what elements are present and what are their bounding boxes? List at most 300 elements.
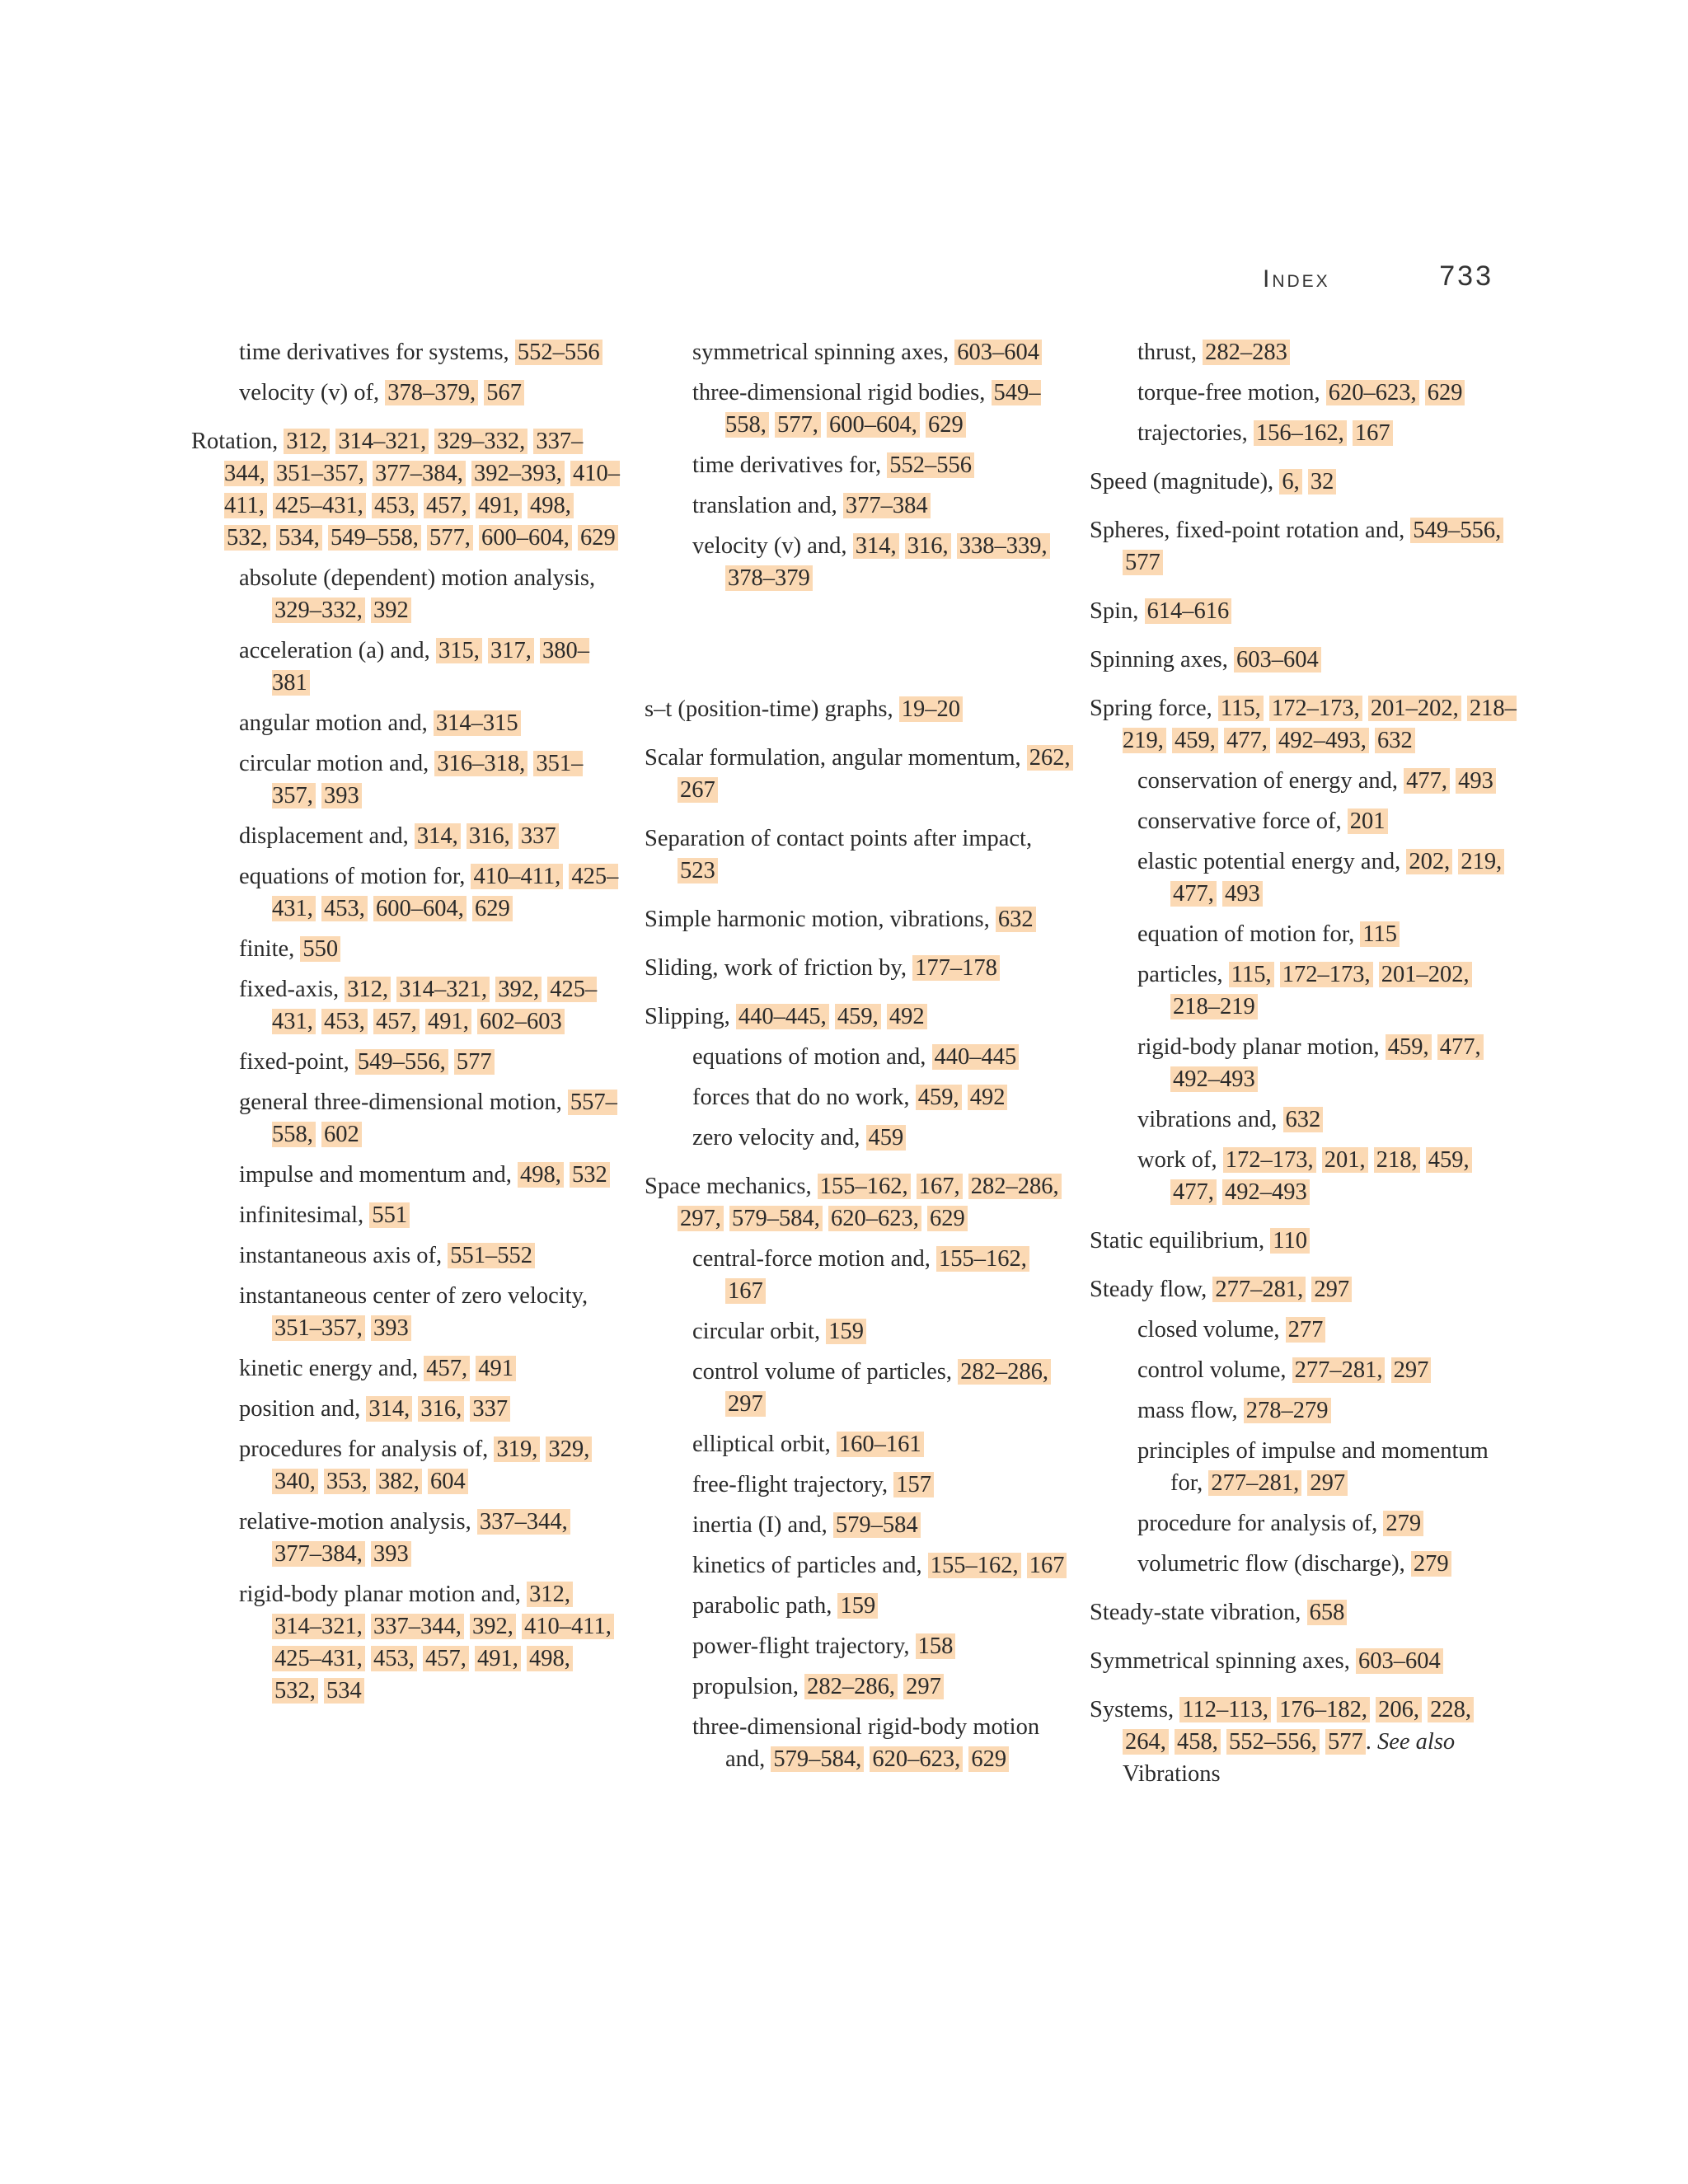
page-reference: 314–321, [335, 429, 429, 454]
entry-term: work of, [1137, 1147, 1217, 1173]
index-heading: Systems, 112–113, 176–182, 206, 228, 264, 458, 552–556, 577 . See also Vibrations [1090, 1694, 1518, 1790]
page-reference: 314, [415, 823, 461, 849]
page-reference: 632 [1375, 728, 1415, 753]
page-reference: 393 [321, 783, 362, 808]
index-heading [1090, 1273, 1518, 1305]
page-reference: 477, [1404, 768, 1450, 794]
entry-term: Scalar formulation, angular momentum, [645, 745, 1021, 771]
entry-term: instantaneous center of zero velocity, [239, 1283, 588, 1309]
page-reference: 492 [968, 1085, 1008, 1110]
entry-term: conservative force of, [1137, 808, 1342, 834]
page-reference: 658 [1307, 1600, 1348, 1625]
page-reference: 392, [470, 1614, 516, 1639]
index-subentry [1137, 958, 1518, 1023]
page-reference: 282–286, [804, 1674, 898, 1699]
page-reference: 550 [300, 936, 340, 962]
entry-term: Space mechanics, [645, 1174, 812, 1199]
page-reference: 551–552 [448, 1243, 535, 1268]
index-heading [645, 693, 1073, 725]
index-subentry [692, 1590, 1073, 1622]
page-reference: 629 [472, 896, 513, 921]
page-reference: 115, [1218, 696, 1264, 721]
index-subentry [239, 377, 620, 409]
page-reference: 453, [321, 1009, 368, 1034]
page-reference: 297 [903, 1674, 944, 1699]
entry-term: Static equilibrium, [1090, 1228, 1265, 1254]
index-subentry [1137, 1354, 1518, 1386]
index-subentry [239, 860, 620, 925]
page-reference: 534, [276, 525, 322, 551]
page-reference: 477, [1170, 881, 1217, 907]
page-reference: 115, [1229, 962, 1274, 987]
page-reference: 425–431, [272, 864, 619, 921]
index-subentry [239, 1086, 620, 1151]
page-reference: 549–558, [328, 525, 421, 551]
page-reference: 477, [1224, 728, 1270, 753]
page-reference: 392–393, [471, 461, 565, 486]
page-reference: 19–20 [899, 696, 963, 722]
index-heading [1090, 595, 1518, 627]
page-reference: 600–604, [373, 896, 467, 921]
entry-term: circular orbit, [692, 1319, 821, 1344]
page-reference: 577 [1325, 1729, 1366, 1755]
entry-term: equations of motion and, [692, 1044, 926, 1070]
page-reference: 277–281, [1292, 1357, 1386, 1383]
page-reference: 218, [1374, 1147, 1420, 1173]
page-reference: 493 [1456, 768, 1496, 794]
page-reference: 156–162, [1254, 420, 1347, 446]
page-reference: 282–283 [1203, 340, 1290, 365]
index-column-3 [1090, 336, 1518, 1798]
entry-term: Speed (magnitude), [1090, 469, 1274, 494]
index-subentry [239, 1240, 620, 1272]
page-reference: 491, [476, 493, 522, 518]
entry-term: rigid-body planar motion, [1137, 1034, 1380, 1060]
page-reference: 316, [467, 823, 513, 849]
page-reference: 491, [475, 1646, 521, 1671]
page-reference: 314–321, [396, 977, 490, 1002]
page-reference: 277–281, [1208, 1470, 1301, 1496]
page-reference: 532, [272, 1678, 318, 1704]
index-subentry [1137, 918, 1518, 950]
page-reference: 551 [369, 1202, 410, 1228]
letter-group-gap [645, 602, 1073, 693]
page-reference: 577, [775, 412, 821, 438]
entry-term: control volume of particles, [692, 1359, 952, 1385]
index-subentry [239, 933, 620, 965]
index-subentry [692, 336, 1073, 368]
entry-term: closed volume, [1137, 1317, 1280, 1343]
page-reference: 377–384, [373, 461, 466, 486]
page-reference: 493 [1222, 881, 1263, 907]
page-reference: 632 [1283, 1107, 1324, 1132]
page-reference: 329–332, [434, 429, 528, 454]
index-subentry [692, 377, 1073, 441]
index-subentry [1137, 1507, 1518, 1540]
page-reference: 577, [427, 525, 473, 551]
page-reference: 277–281, [1212, 1277, 1306, 1302]
page-reference: 312, [284, 429, 330, 454]
page-reference: 337–344, [371, 1614, 464, 1639]
index-subentry [1137, 1104, 1518, 1136]
page-reference: 459, [1426, 1147, 1472, 1173]
entry-term: displacement and, [239, 823, 409, 849]
index-subentry [239, 336, 620, 368]
running-head: Index [1263, 265, 1330, 293]
page-reference: 600–604, [479, 525, 572, 551]
entry-term: Separation of contact points after impact, [645, 826, 1033, 851]
index-subentry [239, 1199, 620, 1231]
entry-term: time derivatives for systems, [239, 340, 509, 365]
index-subentry [1137, 1394, 1518, 1427]
page-reference: 552–556, [1226, 1729, 1320, 1755]
page-reference: 459, [916, 1085, 962, 1110]
entry-term: torque-free motion, [1137, 380, 1320, 405]
page-reference: 600–604, [827, 412, 920, 438]
page-reference: 603–604 [1234, 647, 1321, 673]
index-heading [191, 425, 620, 554]
page-reference: 602–603 [477, 1009, 565, 1034]
page-reference: 579–584 [833, 1512, 921, 1538]
page-reference: 552–556 [887, 452, 974, 478]
page-reference: 317, [488, 638, 534, 663]
index-subentry [692, 1315, 1073, 1347]
index-heading [1090, 692, 1518, 757]
index-subentry [692, 1509, 1073, 1541]
entry-term: control volume, [1137, 1357, 1287, 1383]
index-subentry [1137, 336, 1518, 368]
page-reference: 314, [366, 1396, 412, 1422]
page-reference: 351–357, [272, 1315, 365, 1341]
index-subentry [239, 1280, 620, 1344]
entry-term: volumetric flow (discharge), [1137, 1551, 1405, 1577]
index-subentry [239, 820, 620, 852]
entry-term: fixed-point, [239, 1049, 349, 1075]
page-reference: 552–556 [515, 340, 603, 365]
page-reference: 629 [1425, 380, 1465, 405]
page-reference: 218–219, [1123, 696, 1517, 753]
index-subentry [1137, 1144, 1518, 1208]
index-subentry [692, 1081, 1073, 1113]
page-reference: 316–318, [434, 751, 528, 776]
entry-term: velocity (v) of, [239, 380, 380, 405]
entry-term: symmetrical spinning axes, [692, 340, 950, 365]
page-reference: 620–623, [870, 1746, 963, 1772]
index-subentry [692, 1356, 1073, 1420]
page-reference: 172–173, [1269, 696, 1362, 721]
page-reference: 532 [570, 1162, 610, 1188]
index-subentry [239, 635, 620, 699]
page-reference: 459, [1386, 1034, 1432, 1060]
page-reference: 602 [321, 1122, 362, 1147]
entry-term: free-flight trajectory, [692, 1472, 889, 1497]
index-subentry [692, 1671, 1073, 1703]
page-reference: 459, [1172, 728, 1218, 753]
index-heading [1090, 1645, 1518, 1677]
page-reference: 277 [1286, 1317, 1326, 1343]
page-reference: 112–113, [1179, 1697, 1271, 1722]
index-heading [645, 823, 1073, 887]
page-reference: 477, [1437, 1034, 1484, 1060]
page-reference: 557–558, [272, 1090, 617, 1147]
page-reference: 159 [837, 1593, 878, 1619]
index-heading [1090, 466, 1518, 498]
page-reference: 453, [372, 493, 418, 518]
entry-term: finite, [239, 936, 295, 962]
index-heading [645, 903, 1073, 935]
entry-term: Spinning axes, [1090, 647, 1228, 673]
entry-term: impulse and momentum and, [239, 1162, 512, 1188]
page-reference: 457, [424, 1356, 470, 1381]
page-header [1253, 262, 1500, 295]
page-reference: 458, [1175, 1729, 1221, 1755]
entry-term: propulsion, [692, 1674, 799, 1699]
entry-term: fixed-axis, [239, 977, 340, 1002]
page-reference: 392, [495, 977, 542, 1002]
page-reference: 498, [518, 1162, 564, 1188]
entry-term: infinitesimal, [239, 1202, 364, 1228]
entry-term: Steady flow, [1090, 1277, 1207, 1302]
index-heading [1090, 1596, 1518, 1629]
entry-term: kinetic energy and, [239, 1356, 419, 1381]
index-column-1 [191, 336, 620, 1715]
page-reference: 201 [1348, 808, 1388, 834]
see-also-label: See also [1377, 1729, 1456, 1755]
page-reference: 629 [968, 1746, 1009, 1772]
page-reference: 491, [425, 1009, 471, 1034]
page-reference: 329–332, [272, 598, 365, 623]
index-heading [1090, 1225, 1518, 1257]
index-subentry [1137, 1031, 1518, 1095]
page-reference: 440–445 [932, 1044, 1020, 1070]
page-reference: 337–344, [477, 1509, 570, 1535]
page-reference: 459, [835, 1004, 881, 1029]
index-heading [645, 1170, 1073, 1235]
page-reference: 158 [916, 1633, 956, 1659]
entry-term: Slipping, [645, 1004, 730, 1029]
entry-term: Spheres, fixed-point rotation and, [1090, 518, 1405, 543]
page-number: 733 [1439, 260, 1493, 292]
index-subentry [692, 449, 1073, 481]
entry-term: inertia (I) and, [692, 1512, 828, 1538]
page-reference: 491 [476, 1356, 516, 1381]
page-reference: 351–357, [274, 461, 367, 486]
index-subentry [1137, 846, 1518, 910]
page-reference: 297, [678, 1206, 724, 1231]
index-heading [645, 952, 1073, 984]
entry-term: vibrations and, [1137, 1107, 1278, 1132]
page-reference: 155–162, [936, 1246, 1029, 1272]
page-reference: 201, [1322, 1147, 1368, 1173]
entry-term: parabolic path, [692, 1593, 832, 1619]
page-reference: 206, [1376, 1697, 1422, 1722]
index-subentry [1137, 377, 1518, 409]
page-reference: 167 [1027, 1553, 1067, 1578]
page-reference: 316, [418, 1396, 464, 1422]
index-subentry [692, 490, 1073, 522]
index-subentry [1137, 1314, 1518, 1346]
page-reference: 498, [527, 1646, 573, 1671]
index-subentry [239, 1352, 620, 1385]
page-reference: 218–219 [1170, 994, 1258, 1019]
page-reference: 157 [893, 1472, 934, 1497]
page-reference: 167 [725, 1278, 766, 1304]
page-reference: 577 [454, 1049, 495, 1075]
index-subentry [239, 1159, 620, 1191]
index-subentry [692, 1711, 1073, 1775]
index-subentry [1137, 1548, 1518, 1580]
index-subentry [239, 1393, 620, 1425]
page-reference: 278–279 [1244, 1398, 1331, 1423]
index-heading [645, 1001, 1073, 1033]
entry-term: principles of impulse and momentum for, [1137, 1438, 1489, 1496]
entry-term: forces that do no work, [692, 1085, 910, 1110]
page-reference: 279 [1411, 1551, 1451, 1577]
index-subentry [692, 1428, 1073, 1460]
index-heading [1090, 644, 1518, 676]
page-reference: 410–411, [522, 1614, 614, 1639]
entry-term: trajectories, [1137, 420, 1248, 446]
index-subentry [239, 707, 620, 739]
index-subentry [1137, 805, 1518, 837]
page-reference: 337–344, [224, 429, 584, 486]
page-reference: 392 [371, 598, 411, 623]
page-reference: 262, [1027, 745, 1073, 771]
page-reference: 377–384, [272, 1541, 365, 1567]
page-reference: 393 [371, 1541, 411, 1567]
index-subentry [692, 1041, 1073, 1073]
entry-term: position and, [239, 1396, 361, 1422]
page-reference: 314–315 [434, 710, 521, 736]
entry-term: Symmetrical spinning axes, [1090, 1648, 1350, 1674]
entry-term: relative-motion analysis, [239, 1509, 471, 1535]
index-subentry [239, 748, 620, 812]
page-reference: 312, [345, 977, 391, 1002]
entry-term: Steady-state vibration, [1090, 1600, 1301, 1625]
page-reference: 228, [1428, 1697, 1474, 1722]
entry-term: time derivatives for, [692, 452, 882, 478]
page-reference: 337 [470, 1396, 510, 1422]
page-reference: 279 [1383, 1511, 1423, 1536]
page-reference: 201–202, [1368, 696, 1461, 721]
entry-term: circular motion and, [239, 751, 429, 776]
index-subentry [239, 1433, 620, 1497]
page-reference: 167, [917, 1174, 963, 1199]
page-reference: 378–379, [385, 380, 478, 405]
page-reference: 172–173, [1280, 962, 1373, 987]
entry-term: Spring force, [1090, 696, 1212, 721]
page-reference: 453, [321, 896, 368, 921]
page-reference: 201–202, [1379, 962, 1472, 987]
page-reference: 477, [1170, 1179, 1217, 1205]
entry-term: angular motion and, [239, 710, 428, 736]
page-reference: 380–381 [272, 638, 589, 696]
page-reference: 155–162, [818, 1174, 911, 1199]
page-reference: 155–162, [928, 1553, 1021, 1578]
page-reference: 440–445, [736, 1004, 829, 1029]
page-reference: 32 [1308, 469, 1337, 494]
page-reference: 629 [927, 1206, 968, 1231]
page-reference: 425–431, [272, 977, 598, 1034]
entry-term: Spin, [1090, 598, 1139, 624]
page-reference: 264, [1123, 1729, 1169, 1755]
page-reference: 425–431, [273, 493, 366, 518]
entry-term: instantaneous axis of, [239, 1243, 443, 1268]
page-reference: 457, [373, 1009, 420, 1034]
page-reference: 282–286, [968, 1174, 1062, 1199]
page-reference: 329, [546, 1436, 592, 1462]
entry-term: procedure for analysis of, [1137, 1511, 1378, 1536]
page-reference: 579–584, [729, 1206, 823, 1231]
page-reference: 629 [578, 525, 618, 551]
entry-term: procedures for analysis of, [239, 1436, 489, 1462]
page-reference: 549–558, [725, 380, 1041, 438]
index-subentry [692, 1549, 1073, 1582]
page-reference: 297 [1311, 1277, 1352, 1302]
page-reference: 202, [1406, 849, 1452, 874]
page-reference: 620–623, [1326, 380, 1419, 405]
index-column-2 [645, 336, 1073, 1783]
page-reference: 267 [678, 777, 718, 803]
entry-term: acceleration (a) and, [239, 638, 430, 663]
page-reference: 532, [224, 525, 270, 551]
entry-term: Systems, [1090, 1697, 1175, 1722]
entry-term: general three-dimensional motion, [239, 1090, 562, 1115]
index-heading [645, 742, 1073, 806]
index-heading [1090, 514, 1518, 579]
page-reference: 297 [1391, 1357, 1432, 1383]
page-reference: 577 [1123, 550, 1163, 575]
page-reference: 353, [324, 1469, 370, 1494]
page-reference: 177–178 [912, 955, 1000, 981]
index-subentry [692, 1122, 1073, 1154]
page-reference: 457, [423, 1646, 469, 1671]
entry-term: power-flight trajectory, [692, 1633, 910, 1659]
entry-term: Simple harmonic motion, vibrations, [645, 907, 990, 932]
page-reference: 523 [678, 858, 718, 883]
entry-term: three-dimensional rigid-body motion and, [692, 1714, 1040, 1772]
index-subentry [1137, 1435, 1518, 1499]
page-reference: 579–584, [771, 1746, 864, 1772]
page-reference: 393 [371, 1315, 411, 1341]
index-subentry [692, 1630, 1073, 1662]
entry-term: equations of motion for, [239, 864, 466, 889]
index-subentry [1137, 417, 1518, 449]
page-reference: 312, [527, 1582, 573, 1607]
entry-term: velocity (v) and, [692, 533, 847, 559]
entry-term: zero velocity and, [692, 1125, 860, 1151]
entry-term: Rotation, [191, 429, 279, 454]
page-reference: 425–431, [272, 1646, 365, 1671]
page-reference: 337 [518, 823, 559, 849]
page-reference: 453, [371, 1646, 417, 1671]
page-reference: 492 [887, 1004, 927, 1029]
index-subentry [692, 1469, 1073, 1501]
page-reference: 314, [853, 533, 899, 559]
page-reference: 534 [324, 1678, 364, 1704]
entry-term: rigid-body planar motion and, [239, 1582, 521, 1607]
page-reference: 314–321, [272, 1614, 365, 1639]
entry-term: translation and, [692, 493, 837, 518]
page-reference: 115 [1360, 921, 1400, 947]
page-reference: 172–173, [1223, 1147, 1316, 1173]
page-reference: 316, [905, 533, 951, 559]
page-reference: 176–182, [1277, 1697, 1370, 1722]
page-reference: 340, [272, 1469, 318, 1494]
entry-term: three-dimensional rigid bodies, [692, 380, 986, 405]
page-reference: 6, [1279, 469, 1301, 494]
page-reference: 457, [424, 493, 470, 518]
